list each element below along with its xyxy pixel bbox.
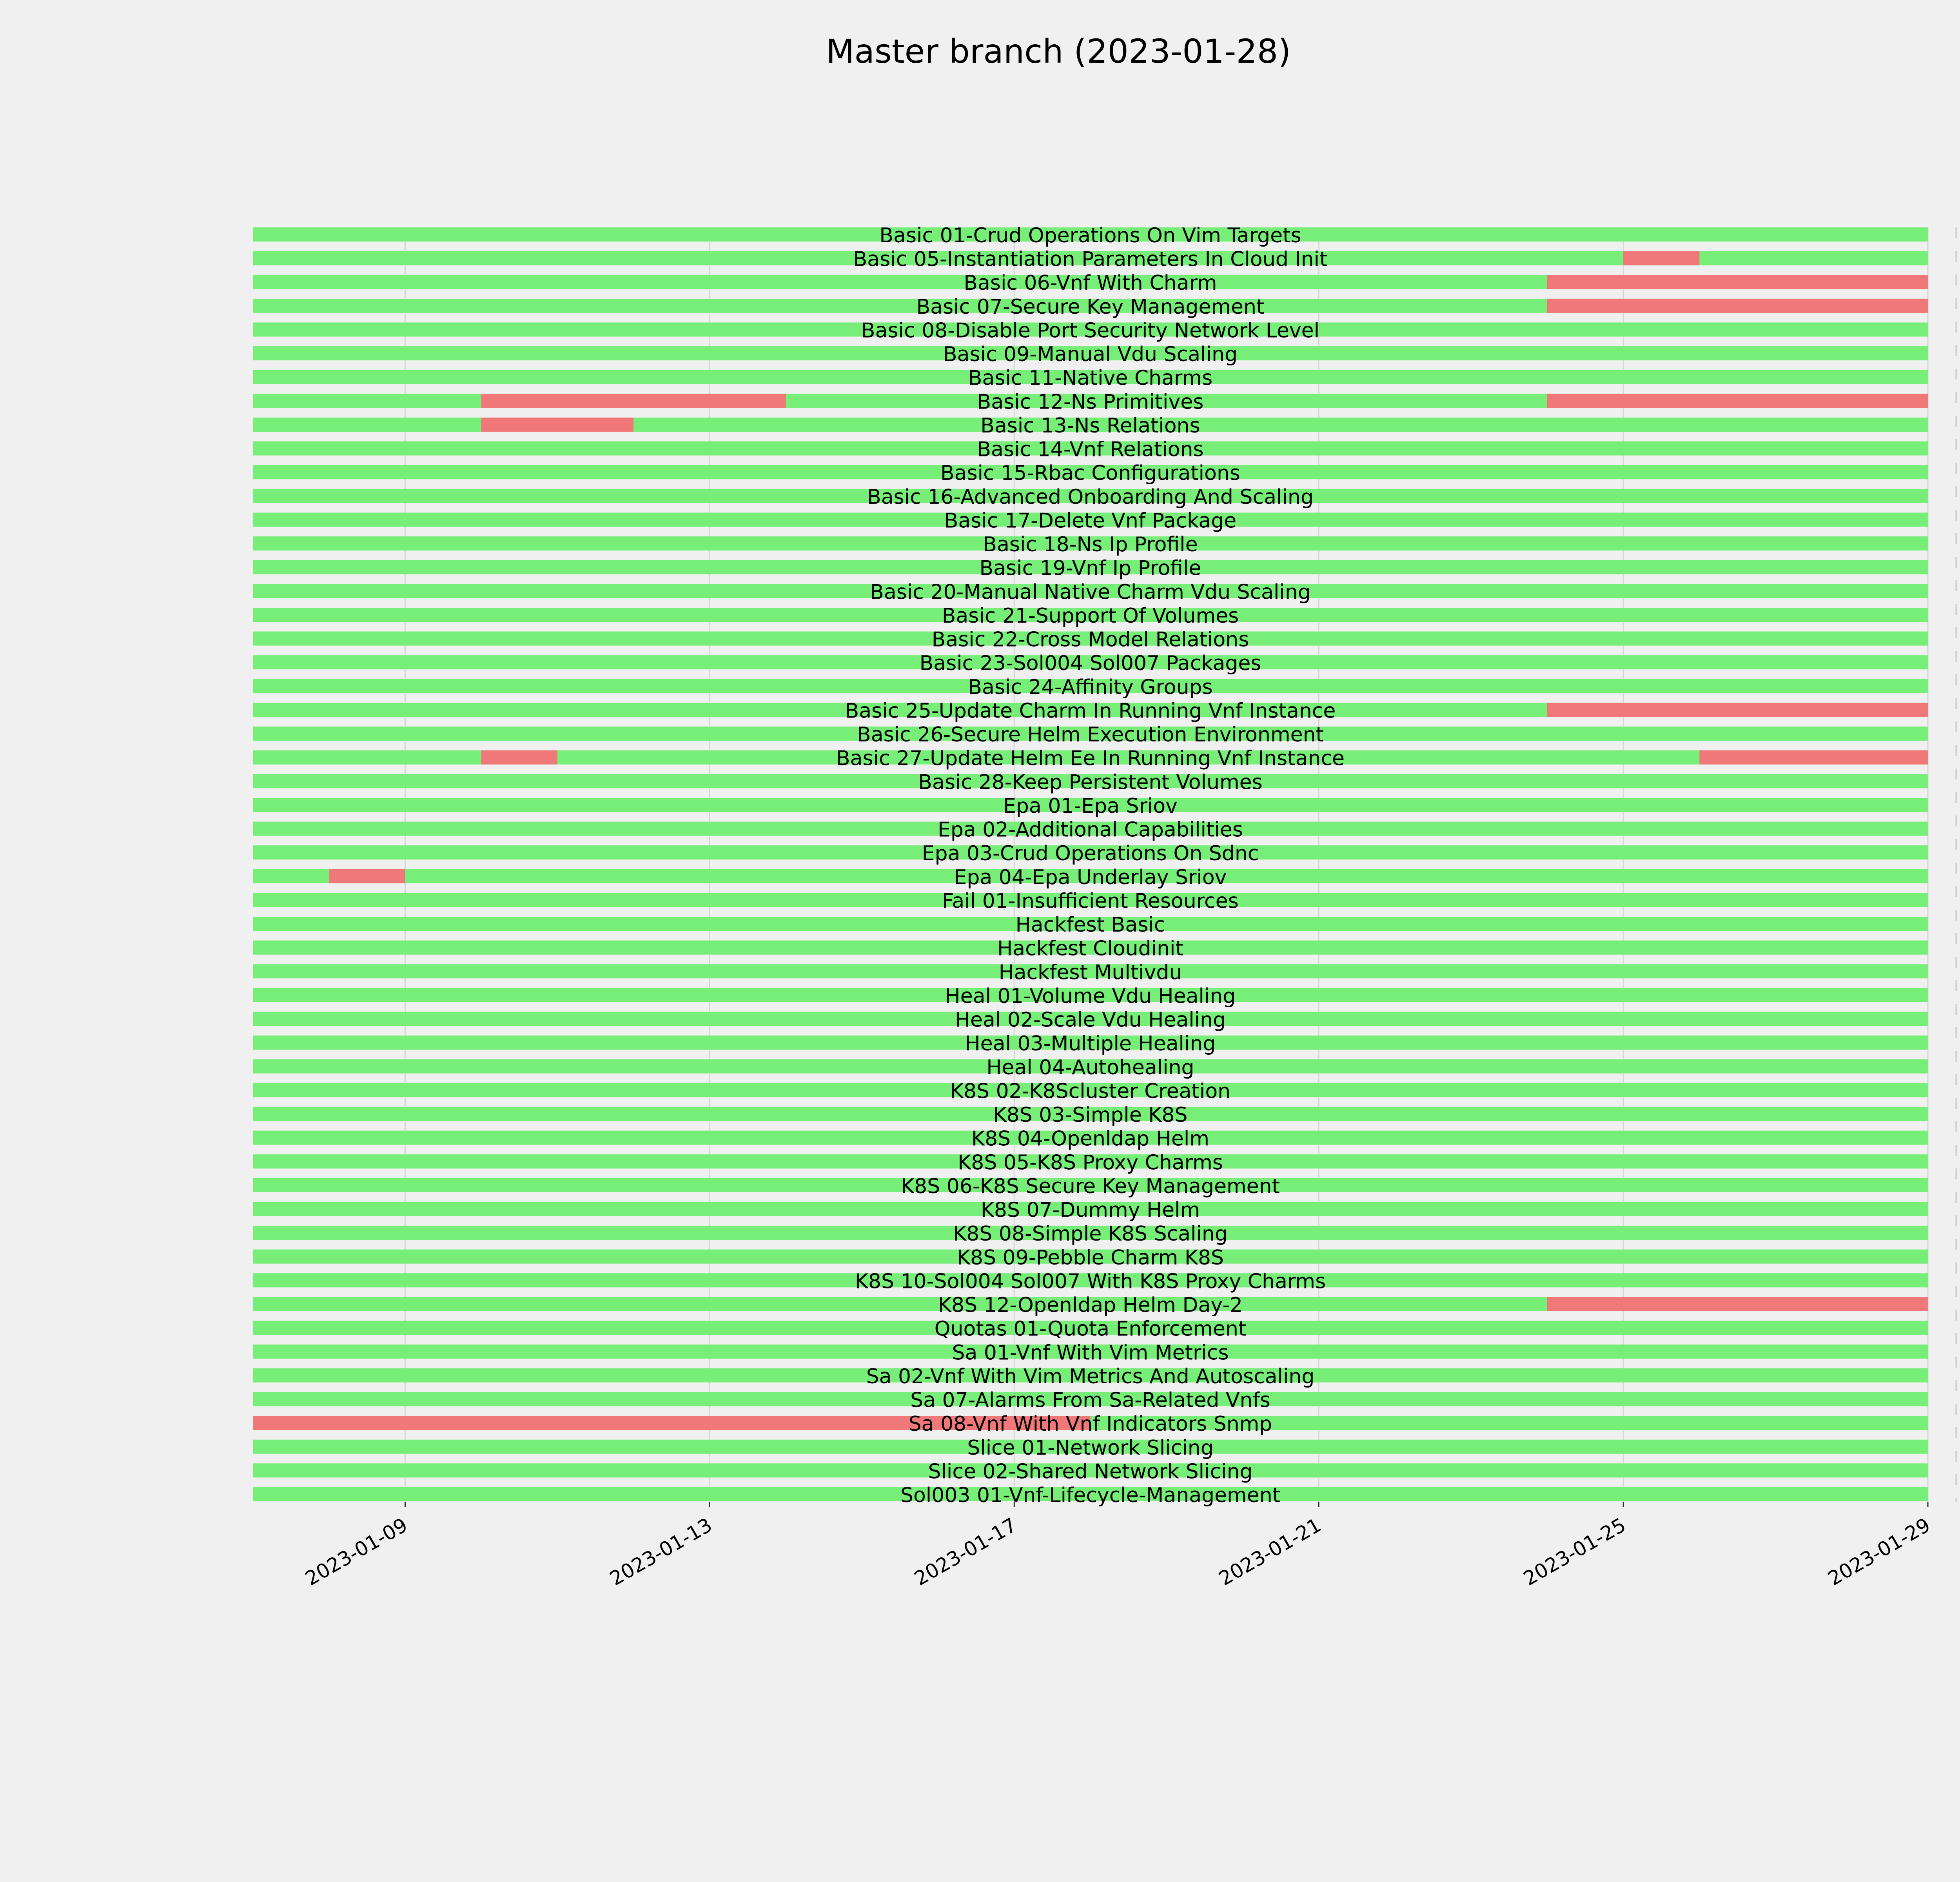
row-label: K8S 02-K8Scluster Creation	[950, 1079, 1231, 1103]
row-label: Hackfest Basic	[1015, 913, 1165, 937]
row-label: Basic 07-Secure Key Management	[916, 295, 1265, 319]
row-label: Slice 02-Shared Network Slicing	[928, 1460, 1253, 1484]
row-label: Sa 08-Vnf With Vnf Indicators Snmp	[908, 1412, 1272, 1436]
bar-labels	[836, 224, 1345, 1507]
row-label: Fail 01-Insufficient Resources	[942, 889, 1239, 913]
row-label: Sa 07-Alarms From Sa-Related Vnfs	[910, 1388, 1270, 1412]
fail-segment	[1547, 299, 1928, 313]
row-label: Basic 08-Disable Port Security Network Level	[861, 319, 1320, 343]
chart-title: Master branch (2023-01-28)	[826, 32, 1291, 71]
row-label: Basic 17-Delete Vnf Package	[944, 509, 1237, 533]
row-label: Basic 14-Vnf Relations	[977, 438, 1204, 461]
fail-segment	[481, 394, 786, 408]
row-label: Basic 20-Manual Native Charm Vdu Scaling	[870, 580, 1311, 604]
row-label: Basic 28-Keep Persistent Volumes	[918, 770, 1263, 794]
fail-segment	[1547, 1297, 1928, 1311]
fail-segment	[1547, 394, 1928, 408]
row-label: Basic 21-Support Of Volumes	[942, 604, 1239, 628]
fail-segment	[481, 750, 557, 765]
row-label: K8S 04-Openldap Helm	[971, 1127, 1210, 1151]
x-tick-label: 2023-01-17	[910, 1513, 1021, 1590]
x-tick-label: 2023-01-09	[301, 1513, 412, 1590]
fail-segment	[1623, 251, 1699, 265]
row-label: Basic 05-Instantiation Parameters In Cloud Init	[853, 247, 1328, 271]
row-label: Quotas 01-Quota Enforcement	[934, 1317, 1247, 1341]
fail-segment	[1547, 703, 1928, 717]
row-label: Basic 18-Ns Ip Profile	[983, 533, 1198, 557]
row-label: Basic 24-Affinity Groups	[968, 675, 1213, 699]
row-label: Sa 01-Vnf With Vim Metrics	[952, 1341, 1229, 1365]
row-label: Epa 02-Additional Capabilities	[938, 818, 1243, 842]
row-label: Basic 23-Sol004 Sol007 Packages	[919, 652, 1261, 676]
fail-segment	[481, 418, 633, 432]
x-tick-label: 2023-01-29	[1824, 1513, 1934, 1590]
row-label: Heal 01-Volume Vdu Healing	[945, 984, 1236, 1008]
row-label: K8S 09-Pebble Charm K8S	[956, 1246, 1224, 1270]
row-label: Basic 19-Vnf Ip Profile	[979, 556, 1201, 580]
row-label: Sa 02-Vnf With Vim Metrics And Autoscaling	[866, 1364, 1315, 1388]
row-label: Basic 27-Update Helm Ee In Running Vnf Instance	[836, 747, 1345, 770]
row-label: Heal 02-Scale Vdu Healing	[955, 1008, 1226, 1032]
row-label: Epa 01-Epa Sriov	[1003, 794, 1178, 818]
row-label: Basic 26-Secure Helm Execution Environment	[857, 723, 1324, 747]
row-label: Basic 16-Advanced Onboarding And Scaling	[867, 485, 1314, 509]
row-label: K8S 06-K8S Secure Key Management	[900, 1174, 1280, 1198]
fail-segment	[1547, 275, 1928, 289]
row-label: Basic 06-Vnf With Charm	[964, 271, 1217, 295]
row-label: Sol003 01-Vnf-Lifecycle-Management	[900, 1484, 1281, 1507]
row-label: Basic 15-Rbac Configurations	[940, 461, 1240, 485]
row-label: Basic 09-Manual Vdu Scaling	[943, 343, 1238, 367]
x-tick-label: 2023-01-25	[1519, 1513, 1630, 1590]
x-tick-label: 2023-01-13	[606, 1513, 716, 1590]
row-label: Basic 25-Update Charm In Running Vnf Instance	[845, 699, 1336, 723]
row-label: K8S 05-K8S Proxy Charms	[958, 1151, 1223, 1175]
row-label: Heal 03-Multiple Healing	[965, 1032, 1216, 1056]
row-label: Epa 03-Crud Operations On Sdnc	[922, 842, 1259, 866]
row-label: Hackfest Cloudinit	[997, 937, 1183, 961]
x-tick-label: 2023-01-21	[1215, 1513, 1325, 1590]
row-label: Basic 01-Crud Operations On Vim Targets	[879, 224, 1301, 247]
row-label: Basic 11-Native Charms	[968, 366, 1213, 390]
row-label: Epa 04-Epa Underlay Sriov	[954, 865, 1227, 889]
x-axis-ticks	[301, 1502, 1934, 1590]
fail-segment	[1699, 750, 1928, 765]
fail-segment	[329, 869, 405, 883]
row-label: K8S 08-Simple K8S Scaling	[953, 1222, 1228, 1246]
row-label: K8S 10-Sol004 Sol007 With K8S Proxy Charms	[855, 1270, 1326, 1293]
row-label: Heal 04-Autohealing	[986, 1055, 1194, 1079]
row-label: K8S 12-Openldap Helm Day-2	[938, 1293, 1243, 1317]
row-label: K8S 03-Simple K8S	[993, 1103, 1188, 1127]
row-label: Basic 22-Cross Model Relations	[931, 628, 1249, 652]
row-label: Slice 01-Network Slicing	[967, 1436, 1214, 1460]
row-label: Basic 13-Ns Relations	[980, 414, 1200, 438]
row-label: K8S 07-Dummy Helm	[980, 1198, 1200, 1222]
row-label: Basic 12-Ns Primitives	[977, 390, 1204, 414]
row-label: Hackfest Multivdu	[998, 961, 1182, 985]
